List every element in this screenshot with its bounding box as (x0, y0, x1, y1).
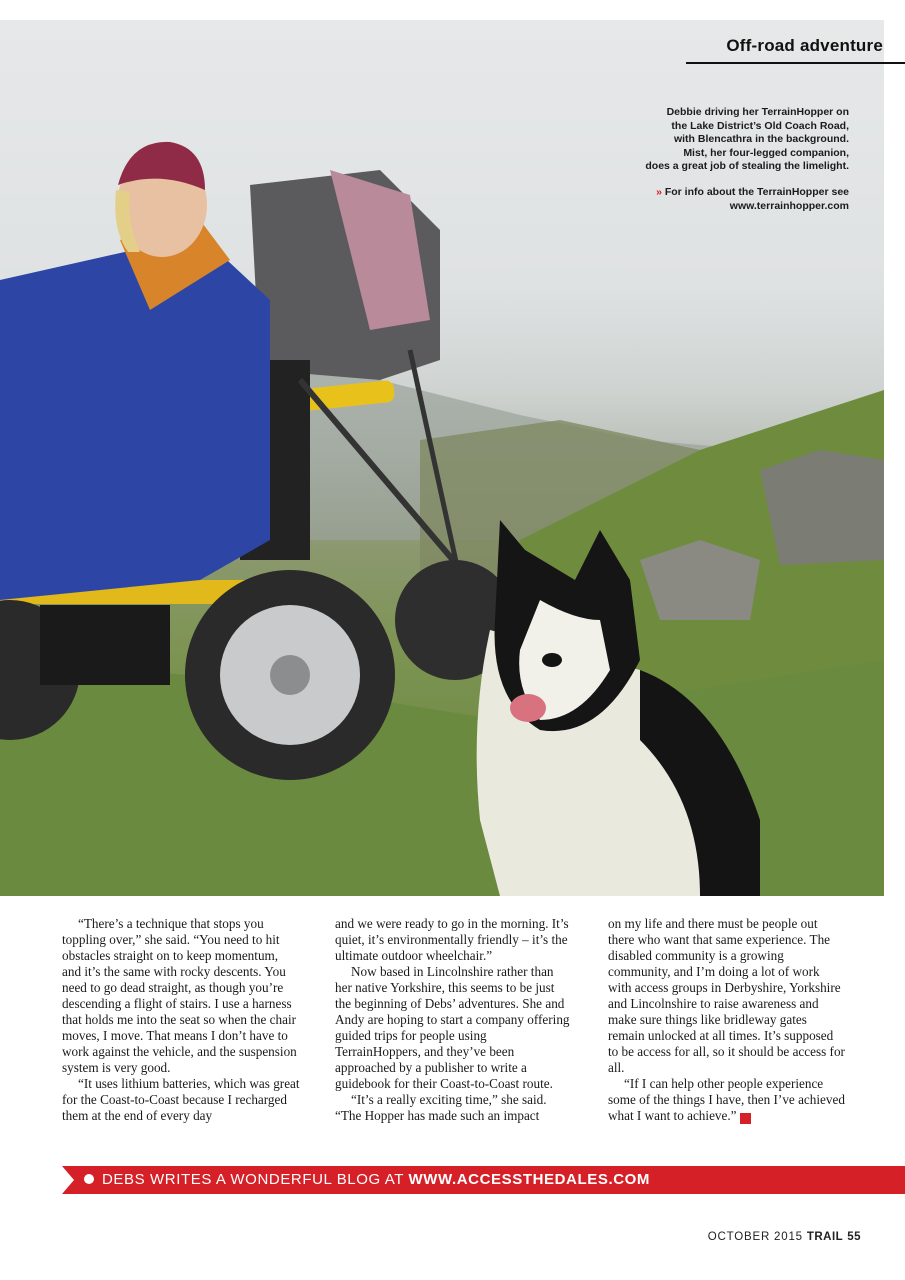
caption-line: Debbie driving her TerrainHopper on (666, 106, 849, 118)
caption-info-url: www.terrainhopper.com (729, 199, 849, 212)
paragraph: “It uses lithium batteries, which was great for the Coast-to-Coast because I recharged them at the end of every day (62, 1076, 300, 1123)
caption-info-text: For info about the TerrainHopper see (664, 185, 849, 198)
caption-line: the Lake District’s Old Coach Road, (671, 119, 849, 132)
paragraph: “It’s a really exciting time,” she said. “The Hopper has made such an impact (335, 1092, 547, 1123)
paragraph: on my life and there must be people out there who want that same experience. The disabled community is a growing community, and I’m doing a lot of work with access groups in Derbyshire, Yorkshire and Lincolnshire to raise awareness and make sure things like bridleway gates remain unlocked at all times. It’s supposed to be access for all, so it should be access for all. (608, 916, 845, 1075)
body-column-1 (62, 916, 300, 1124)
paragraph: “There’s a technique that stops you toppling over,” she said. “You need to hit obstacles straight on to keep momentum, and it’s the same with rocky descents. You need to go dead straight, as though you’re descending a flight of stairs. I use a harness that holds me into the seat so when the chair moves, I move. That means I don’t have to work against the vehicle, and the suspension system is very good. (62, 916, 297, 1075)
magazine-name: TRAIL (806, 1231, 844, 1243)
banner-notch (62, 1166, 74, 1194)
page-number: 55 (847, 1231, 861, 1243)
paragraph (608, 1076, 846, 1124)
photo-caption (599, 106, 849, 213)
body-column-2 (335, 916, 573, 1124)
section-title: Off-road adventure (726, 36, 883, 55)
body-column-3 (608, 916, 846, 1124)
chevron-right-icon: » (656, 185, 662, 198)
banner-text (84, 1171, 650, 1188)
paragraph: Now based in Lincolnshire rather than her native Yorkshire, this seems to be just the beginning of Debs’ adventures. She and Andy are hoping to start a company offering guided trips for people using TerrainHoppers, and they’ve been approached by a publisher to write a guidebook for their Coast-to-Coast route. (335, 964, 570, 1091)
caption-line: does a great job of stealing the limelight. (645, 160, 849, 173)
caption-line: Mist, her four-legged companion, (683, 146, 849, 159)
bullet-icon (84, 1174, 94, 1184)
closing-paragraph-text: “If I can help other people experience some of the things I have, then I’ve achieved what I want to achieve.” (608, 1076, 845, 1123)
banner-label: DEBS WRITES A WONDERFUL BLOG AT (102, 1171, 404, 1188)
caption-info (599, 186, 849, 200)
section-rule (686, 62, 905, 64)
issue-date: OCTOBER 2015 (707, 1231, 803, 1243)
caption-line: with Blencathra in the background. (673, 133, 849, 146)
end-mark-icon: T (740, 1113, 751, 1124)
paragraph: and we were ready to go in the morning. It’s quiet, it’s environmentally friendly – it’s the ultimate outdoor wheelchair.” (335, 916, 569, 963)
banner-url-link[interactable]: WWW.ACCESSTHEDALES.COM (408, 1171, 651, 1188)
page-footer (708, 1231, 861, 1243)
